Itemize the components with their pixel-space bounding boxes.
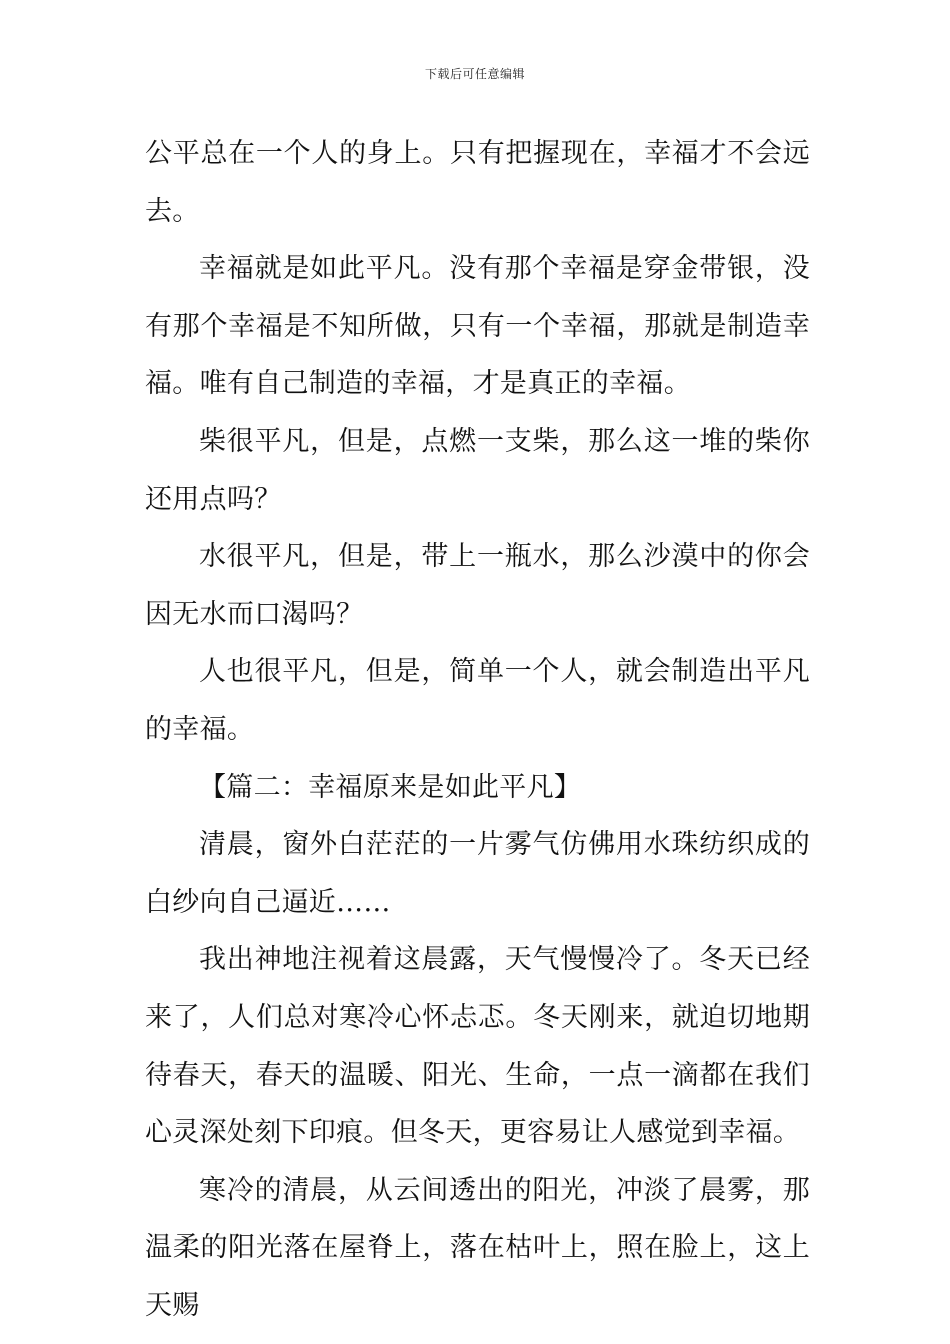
page-header: 下载后可任意编辑 xyxy=(424,67,525,81)
paragraph: 寒冷的清晨，从云间透出的阳光，冲淡了晨雾，那温柔的阳光落在屋脊上，落在枯叶上，照在脸上，这上天赐 xyxy=(145,1174,810,1321)
paragraph: 水很平凡，但是，带上一瓶水，那么沙漠中的你会因无水而口渴吗？ xyxy=(145,541,810,630)
paragraph: 幸福就是如此平凡。没有那个幸福是穿金带银，没有那个幸福是不知所做，只有一个幸福，那就是制造幸福。唯有自己制造的幸福，才是真正的幸福。 xyxy=(145,253,810,400)
document-body xyxy=(145,125,810,1334)
paragraph: 柴很平凡，但是，点燃一支柴，那么这一堆的柴你还用点吗？ xyxy=(145,425,810,515)
paragraph: 清晨，窗外白茫茫的一片雾气仿佛用水珠纺织成的白纱向自己逼近…… xyxy=(145,829,810,918)
paragraph: 我出神地注视着这晨露，天气慢慢冷了。冬天已经来了，人们总对寒冷心怀忐忑。冬天刚来，就迫切地期待春天，春天的温暖、阳光、生命，一点一滴都在我们心灵深处刻下印痕。但冬天，更容易让人感觉到幸福。 xyxy=(145,944,810,1149)
paragraph: 人也很平凡，但是，简单一个人，就会制造出平凡的幸福。 xyxy=(145,656,810,745)
section-heading: 【篇二：幸福原来是如此平凡】 xyxy=(199,771,582,803)
paragraph-continued: 公平总在一个人的身上。只有把握现在，幸福才不会远去。 xyxy=(145,138,810,227)
